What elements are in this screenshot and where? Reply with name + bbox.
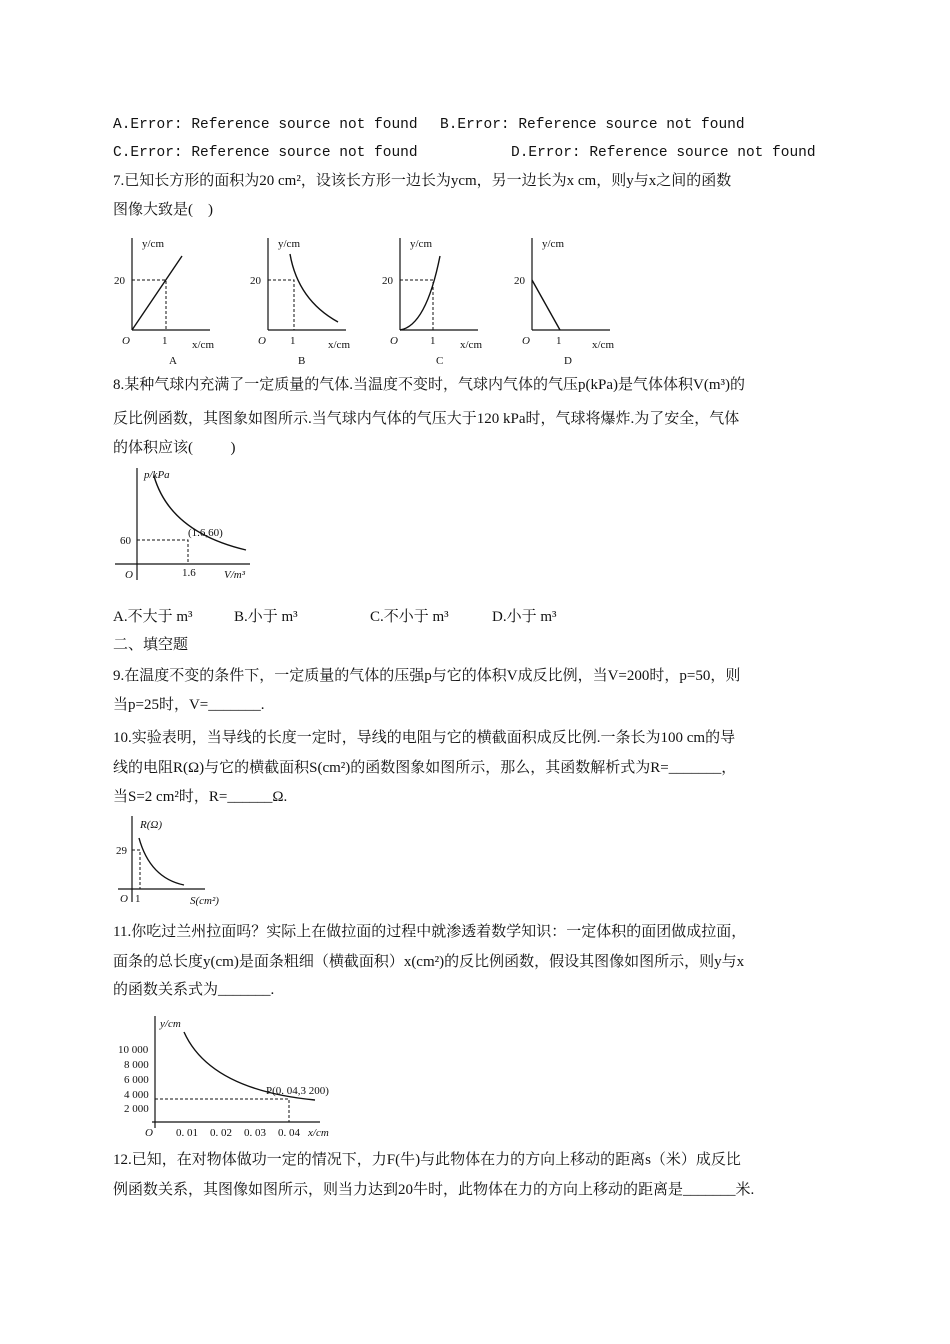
q6-option-c: C.Error: Reference source not found [113,145,418,161]
q7-text-1: 7.已知长方形的面积为20 cm²，设该长方形一边长为ycm，另一边长为x cm，则y与x之间的函数 [113,173,732,189]
q11-graph [110,1010,350,1145]
q11-text-3: 的函数关系式为_______. [113,982,275,998]
q12-text-2: 例函数关系，其图像如图所示，则当力达到20牛时，此物体在力的方向上移动的距离是_______米. [113,1182,755,1198]
point-label: P(0. 04,3 200) [266,1085,329,1097]
y-label: y/cm [160,1018,181,1030]
q8-graph [110,462,260,587]
q11-text-2: 面条的总长度y(cm)是面条粗细（横截面积）x(cm²)的反比例函数，假设其图像如图所示，则y与x [113,954,745,970]
x-tick: 0. 02 [210,1127,232,1139]
origin: O [258,335,266,347]
option-label: B [298,355,306,367]
q7-graphs [110,230,690,370]
x-label: x/cm [192,339,214,351]
x-tick: 1 [556,335,562,347]
origin: O [390,335,398,347]
x-tick: 1 [290,335,296,347]
q6-option-a: A.Error: Reference source not found [113,117,418,133]
option-label: C [436,355,444,367]
y-label: y/cm [410,238,432,250]
y-tick: 20 [114,275,125,287]
q7-text-2: 图像大致是( ) [113,202,213,218]
q9-text-1: 9.在温度不变的条件下，一定质量的气体的压强p与它的体积V成反比例，当V=200时，p=50，则 [113,668,741,684]
x-label: x/cm [308,1127,329,1139]
x-tick: 1 [430,335,436,347]
q10-text-3: 当S=2 cm²时，R=______Ω. [113,789,288,805]
x-tick: 1 [135,893,141,905]
x-tick: 0. 04 [278,1127,300,1139]
x-tick: 1 [162,335,168,347]
q6-option-d: D.Error: Reference source not found [511,145,816,161]
y-tick: 4 000 [124,1089,149,1101]
origin: O [145,1127,153,1139]
y-tick: 20 [514,275,525,287]
origin: O [125,569,133,581]
graph-a [114,238,214,367]
q6-option-b: B.Error: Reference source not found [440,117,745,133]
y-label: R(Ω) [140,819,162,831]
origin: O [522,335,530,347]
x-label: x/cm [592,339,614,351]
y-label: y/cm [142,238,164,250]
q8-option-a: A.不大于 m³ [113,609,193,625]
graph-c [382,238,482,367]
y-tick: 6 000 [124,1074,149,1086]
x-tick: 0. 03 [244,1127,266,1139]
x-label: S(cm²) [190,895,219,907]
origin: O [120,893,128,905]
y-tick: 10 000 [118,1044,149,1056]
graph-b [250,238,350,367]
x-label: x/cm [328,339,350,351]
x-tick: 0. 01 [176,1127,198,1139]
q10-text-1: 10.实验表明，当导线的长度一定时，导线的电阻与它的横截面积成反比例.一条长为100 cm的导 [113,730,736,746]
origin: O [122,335,130,347]
y-tick: 20 [382,275,393,287]
y-label: y/cm [278,238,300,250]
y-tick: 29 [116,845,127,857]
y-label: y/cm [542,238,564,250]
q12-text-1: 12.已知，在对物体做功一定的情况下，力F(牛)与此物体在力的方向上移动的距离s（米）成反比 [113,1152,741,1168]
y-tick: 2 000 [124,1103,149,1115]
q8-text-2: 反比例函数，其图象如图所示.当气球内气体的气压大于120 kPa时，气球将爆炸.为了安全，气体 [113,411,740,427]
q10-graph [110,812,240,912]
x-tick: 1.6 [182,567,196,579]
q8-option-b: B.小于 m³ [234,609,298,625]
q8-text-3: 的体积应该( ) [113,440,236,456]
option-label: A [169,355,177,367]
option-label: D [564,355,572,367]
x-label: x/cm [460,339,482,351]
graph-d [514,238,614,367]
y-tick: 20 [250,275,261,287]
y-tick: 60 [120,535,131,547]
y-label: p/kPa [144,469,170,481]
section-heading: 二、填空题 [113,637,189,653]
q9-text-2: 当p=25时，V=_______. [113,697,265,713]
x-label: V/m³ [224,569,246,581]
q8-option-d: D.小于 m³ [492,609,557,625]
q11-text-1: 11.你吃过兰州拉面吗？实际上在做拉面的过程中就渗透着数学知识：一定体积的面团做成拉面， [113,924,747,940]
q10-text-2: 线的电阻R(Ω)与它的横截面积S(cm²)的函数图象如图所示，那么，其函数解析式为R=_______， [113,760,737,776]
q8-option-c: C.不小于 m³ [370,609,449,625]
point-label: (1.6,60) [188,527,223,539]
q8-text-1: 8.某种气球内充满了一定质量的气体.当温度不变时，气球内气体的气压p(kPa)是气体体积V(m³)的 [113,377,745,393]
y-tick: 8 000 [124,1059,149,1071]
